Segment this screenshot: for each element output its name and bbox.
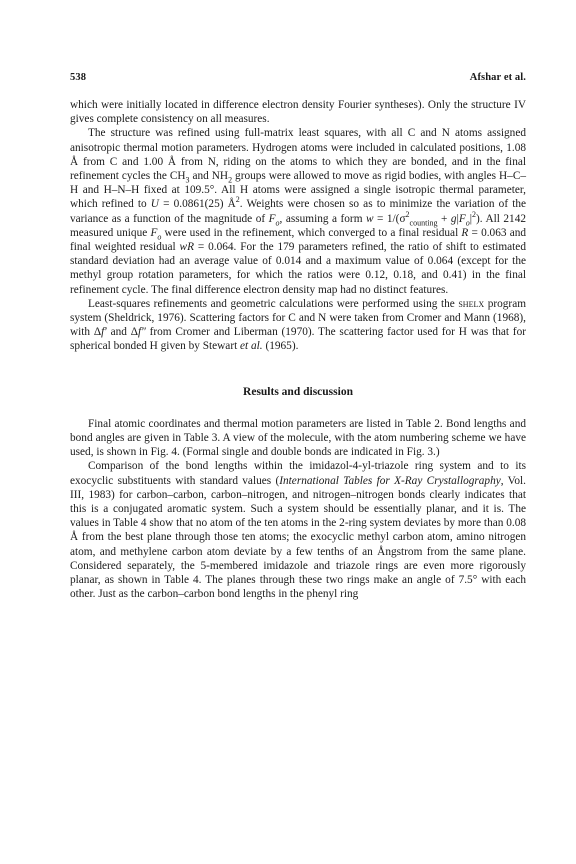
page-number: 538 [70, 72, 87, 83]
page-header [70, 72, 526, 83]
article-body [70, 98, 526, 602]
paragraph-3: Least-squares refinements and geometric calculations were performed using the shelx program system (Sheldrick, 1976). Scattering factors for C and N were taken from Cromer and Mann (1968), with Δf′ and Δf″ from Cromer and Liberman (1970). The scattering factor used for H was that for spherical bonded H given by Stewart et al. (1965). [70, 297, 526, 353]
paragraph-4: Final atomic coordinates and thermal motion parameters are listed in Table 2. Bond lengths and bond angles are given in Table 3. A view of the molecule, with the atom numbering scheme we have used, is shown in Fig. 4. (Formal single and double bonds are indicated in Fig. 3.) [70, 417, 526, 459]
paragraph-1: which were initially located in difference electron density Fourier syntheses). Only the structure IV gives complete consistency on all measures. [70, 99, 526, 126]
paragraph-2: The structure was refined using full-matrix least squares, with all C and N atoms assigned anisotropic thermal motion parameters. Hydrogen atoms were included in calculated positions, 1.08 Å from C and 1.00 Å from N, riding on the atoms to which they are bonded, and in the final refinement cycles the $CH_3$ and $NH_2$ groups were allowed to move as rigid bodies, with angles H–C–H and H–N–H fixed at 109.5°. All H atoms were assigned a single isotropic thermal parameter, which refined to U = 0.0861(25) $Å^2$. Weights were chosen so as to minimize the variation of the variance as a function of the magnitude of $F_o$, assuming a form $w = 1/(\sigma^2_{counting} + g|F_o|^2)$. All 2142 measured unique $F_o$ were used in the refinement, which converged to a final residual R = 0.063 and final weighted residual wR = 0.064. For the 179 parameters refined, the ratio of shift to estimated standard deviation had an average value of 0.014 and a maximum value of 0.064 (except for the methyl group rotation parameters, for which the ratios were 0.12, 0.18, and 0.41) in the final refinement cycle. The final difference electron density map had no distinct features. [70, 127, 527, 296]
section-heading: Results and discussion [243, 385, 353, 398]
running-head: Afshar et al. [469, 72, 526, 83]
paragraph-5: Comparison of the bond lengths within the imidazol-4-yl-triazole ring system and to its exocyclic substituents with standard values (International Tables for X-Ray Crystallography, Vol. III, 1983) for carbon–carbon, carbon–nitrogen, and nitrogen–nitrogen bonds clearly indicates that this is a conjugated aromatic system. Such a system should be essentially planar, and it is. The values in Table 4 show that no atom of the ten atoms in the 2-ring system deviates by more than 0.08 Å from the best plane through those ten atoms; the exocyclic methyl carbon atom, amino nitrogen atom, and methylene carbon atom deviate by a few tenths of an Ångstrom from the same plane. Considered separately, the 5-membered imidazole and triazole rings are even more rigorously planar, as shown in Table 4. The planes through these two rings make an angle of 7.5° with each other. Just as the carbon–carbon bond lengths in the phenyl ring [70, 460, 526, 601]
